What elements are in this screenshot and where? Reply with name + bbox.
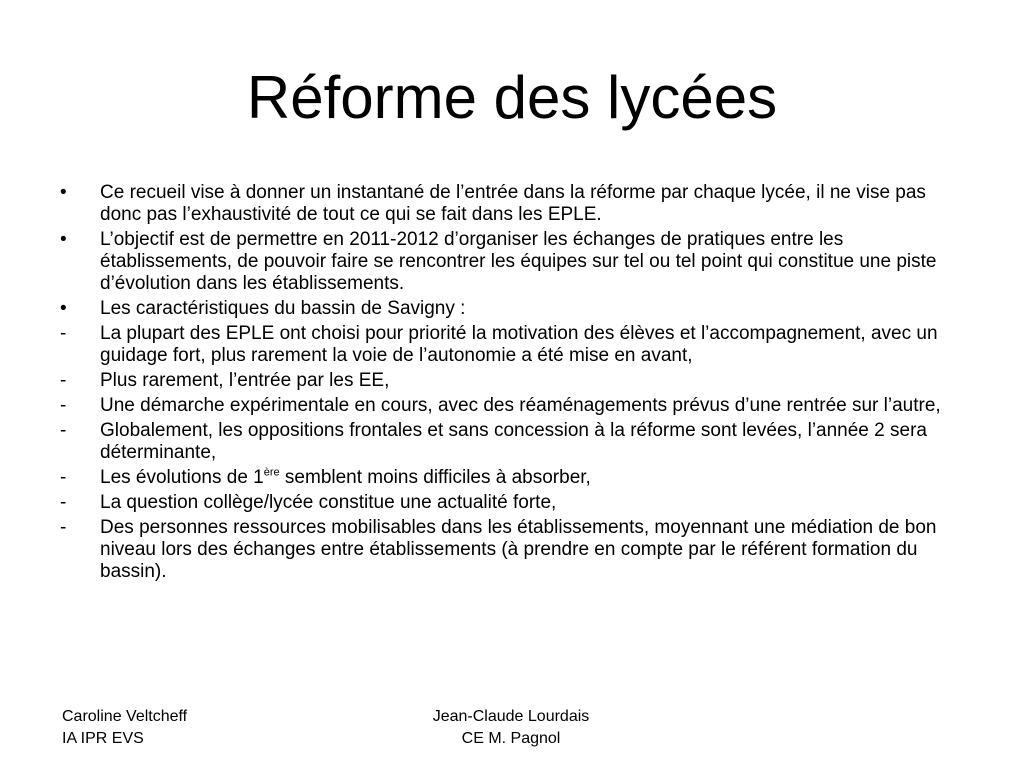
dash-text: Des personnes ressources mobilisables dans les établissements, moyennant une médiation de bon niveau lors des échanges entre établissements (à prendre en compte par le référent formation du bassin). <box>100 517 937 582</box>
bullet-text: Ce recueil vise à donner un instantané de l’entrée dans la réforme par chaque lycée, il ne vise pas donc pas l’exhaustivité de tout ce qui se fait dans les EPLE. <box>100 182 926 225</box>
dash-text: La plupart des EPLE ont choisi pour priorité la motivation des élèves et l’accompagnement, avec un guidage fort, plus rarement la voie de l’autonomie a été mise en avant, <box>100 323 938 366</box>
dash-text-before: Les évolutions de 1 <box>100 467 264 488</box>
slide-title: Réforme des lycées <box>246 64 778 131</box>
footer-center-role: CE M. Pagnol <box>461 730 561 747</box>
footer-center-name: Jean-Claude Lourdais <box>432 708 590 725</box>
bullet-text: L’objectif est de permettre en 2011-2012 d’organiser les échanges de pratiques entre les établissements, de pouvoir faire se rencontrer les équipes sur tel ou tel point qui constitue une piste d’évolution dans les établissements. <box>100 229 937 294</box>
dash-marker: - <box>60 395 67 416</box>
dash-text: Plus rarement, l’entrée par les EE, <box>100 370 390 391</box>
dash-marker: - <box>60 517 67 538</box>
footer-left-role: IA IPR EVS <box>62 730 144 747</box>
bullet-item <box>60 298 965 320</box>
dash-text: La question collège/lycée constitue une actualité forte, <box>100 492 557 513</box>
dash-marker: - <box>60 323 67 344</box>
bullet-marker: • <box>60 229 67 250</box>
bullet-marker: • <box>60 182 67 203</box>
dash-item <box>60 467 965 489</box>
bullet-item <box>60 182 965 226</box>
dash-text: Une démarche expérimentale en cours, avec des réaménagements prévus d’une rentrée sur l’autre, <box>100 395 941 416</box>
dash-item <box>60 517 965 583</box>
superscript-ere: ère <box>263 466 280 479</box>
dash-item <box>60 420 965 464</box>
dash-text: Globalement, les oppositions frontales et sans concession à la réforme sont levées, l’année 2 sera déterminante, <box>100 420 927 463</box>
dash-item <box>60 492 965 514</box>
dash-marker: - <box>60 370 67 391</box>
dash-text-after: semblent moins difficiles à absorber, <box>279 467 591 488</box>
dash-item <box>60 323 965 367</box>
slide-content-list <box>60 182 965 586</box>
bullet-text: Les caractéristiques du bassin de Savigny : <box>100 298 466 319</box>
dash-marker: - <box>60 492 67 513</box>
bullet-marker: • <box>60 298 67 319</box>
footer-author-center <box>405 706 617 750</box>
dash-item <box>60 370 965 392</box>
dash-item <box>60 395 965 417</box>
footer-left-name: Caroline Veltcheff <box>62 708 188 725</box>
bullet-item <box>60 229 965 295</box>
footer-author-left <box>62 706 187 750</box>
dash-marker: - <box>60 467 67 488</box>
dash-marker: - <box>60 420 67 441</box>
